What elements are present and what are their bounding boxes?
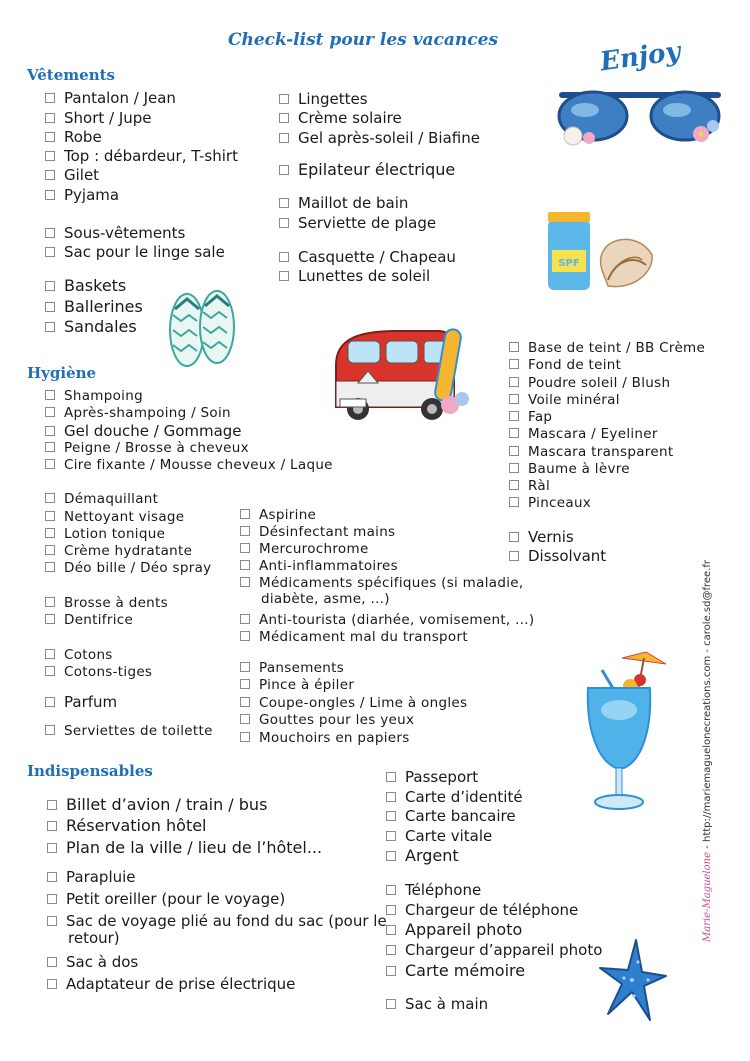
checkbox[interactable] xyxy=(509,377,519,387)
checklist-item[interactable]: Lotion tonique xyxy=(45,527,165,543)
checkbox[interactable] xyxy=(45,614,55,624)
checklist-item[interactable]: Sac de voyage plié au fond du sac (pour le retour) xyxy=(47,913,398,948)
checkbox[interactable] xyxy=(45,545,55,555)
checkbox[interactable] xyxy=(45,322,55,332)
credit-text: - http://mariemaguelonecreations.com - carole.sd@free.fr xyxy=(702,560,713,852)
checklist-item[interactable]: Base de teint / BB Crème xyxy=(509,341,705,357)
checklist-item[interactable]: Vernis xyxy=(509,529,574,546)
checklist-item[interactable]: Petit oreiller (pour le voyage) xyxy=(47,891,285,908)
checkbox[interactable] xyxy=(240,526,250,536)
checklist-item[interactable]: Carte vitale xyxy=(386,828,492,845)
checklist-item[interactable]: Gilet xyxy=(45,167,99,184)
credit-line xyxy=(702,560,713,942)
checkbox[interactable] xyxy=(47,979,57,989)
flip-flops-icon xyxy=(165,285,240,370)
checklist-item[interactable]: Epilateur électrique xyxy=(279,161,455,179)
checklist-item[interactable]: Poudre soleil / Blush xyxy=(509,376,670,392)
checklist-item[interactable]: Serviettes de toilette xyxy=(45,724,213,740)
checklist-item[interactable]: Shampoing xyxy=(45,389,143,405)
checkbox[interactable] xyxy=(45,190,55,200)
checklist-item[interactable]: Ràl xyxy=(509,479,550,495)
checklist-item[interactable]: Crème hydratante xyxy=(45,544,192,560)
checklist-item[interactable]: Dentifrice xyxy=(45,613,133,629)
checkbox[interactable] xyxy=(386,999,396,1009)
checkbox[interactable] xyxy=(279,252,289,262)
checkbox[interactable] xyxy=(45,151,55,161)
checklist-item[interactable]: Médicaments spécifiques (si maladie, diabète, asme, ...) xyxy=(240,576,561,607)
checkbox[interactable] xyxy=(386,925,396,935)
checklist-item[interactable]: Cotons xyxy=(45,648,113,664)
checkbox[interactable] xyxy=(45,302,55,312)
checklist-item[interactable]: Chargeur de téléphone xyxy=(386,902,578,919)
checkbox[interactable] xyxy=(279,218,289,228)
checklist-item[interactable]: Ballerines xyxy=(45,298,143,316)
checklist-item[interactable]: Pansements xyxy=(240,661,344,677)
checklist-item[interactable]: Passeport xyxy=(386,769,478,786)
checklist-item[interactable]: Fond de teint xyxy=(509,358,621,374)
checklist-item[interactable]: Parfum xyxy=(45,694,117,711)
checklist-item[interactable]: Plan de la ville / lieu de l’hôtel... xyxy=(47,839,322,857)
checkbox[interactable] xyxy=(45,528,55,538)
checkbox[interactable] xyxy=(45,281,55,291)
checklist-item[interactable]: Gel douche / Gommage xyxy=(45,423,242,440)
checkbox[interactable] xyxy=(45,697,55,707)
checklist-item[interactable]: Téléphone xyxy=(386,882,481,899)
van-icon xyxy=(328,325,478,425)
checklist-item[interactable]: Pince à épiler xyxy=(240,678,354,694)
checkbox[interactable] xyxy=(45,247,55,257)
checkbox[interactable] xyxy=(509,428,519,438)
checkbox[interactable] xyxy=(45,511,55,521)
sunscreen-icon xyxy=(542,210,657,295)
checkbox[interactable] xyxy=(279,133,289,143)
checkbox[interactable] xyxy=(509,480,519,490)
checklist-item[interactable]: Maillot de bain xyxy=(279,195,408,212)
checkbox[interactable] xyxy=(45,597,55,607)
checkbox[interactable] xyxy=(45,562,55,572)
checkbox[interactable] xyxy=(279,94,289,104)
checklist-item[interactable]: Pyjama xyxy=(45,187,119,204)
checkbox[interactable] xyxy=(509,446,519,456)
checkbox[interactable] xyxy=(240,509,250,519)
checklist-item[interactable]: Parapluie xyxy=(47,869,136,886)
checkbox[interactable] xyxy=(279,165,289,175)
checklist-item[interactable]: Cotons-tiges xyxy=(45,665,152,681)
checkbox[interactable] xyxy=(47,894,57,904)
checklist-item[interactable]: Pantalon / Jean xyxy=(45,90,176,107)
checkbox[interactable] xyxy=(45,459,55,469)
checklist-item[interactable]: Brosse à dents xyxy=(45,596,168,612)
checkbox[interactable] xyxy=(386,831,396,841)
checklist-item[interactable]: Billet d’avion / train / bus xyxy=(47,796,267,814)
section-heading-hygiene: Hygiène xyxy=(27,364,97,382)
starfish-icon xyxy=(598,938,668,1023)
checklist-item[interactable]: Mascara / Eyeliner xyxy=(509,427,658,443)
checklist-item[interactable]: Cire fixante / Mousse cheveux / Laque xyxy=(45,458,333,474)
checkbox[interactable] xyxy=(47,821,57,831)
checkbox[interactable] xyxy=(240,577,250,587)
checklist-item[interactable]: Voile minéral xyxy=(509,393,620,409)
sunglasses-icon xyxy=(555,78,725,153)
checklist-item[interactable]: Serviette de plage xyxy=(279,215,436,232)
checklist-item[interactable]: Carte d’identité xyxy=(386,789,523,806)
checkbox[interactable] xyxy=(240,714,250,724)
svg-text:SPF: SPF xyxy=(558,258,580,269)
checklist-item[interactable]: Baume à lèvre xyxy=(509,462,630,478)
checkbox[interactable] xyxy=(47,843,57,853)
checklist-item[interactable]: Adaptateur de prise électrique xyxy=(47,976,295,993)
checklist-item[interactable]: Sac pour le linge sale xyxy=(45,244,225,261)
enjoy-lettering: Enjoy xyxy=(598,36,683,78)
checkbox[interactable] xyxy=(509,342,519,352)
checkbox[interactable] xyxy=(279,113,289,123)
section-heading-indispensables: Indispensables xyxy=(27,762,153,780)
page-title: Check-list pour les vacances xyxy=(227,30,499,50)
checkbox[interactable] xyxy=(386,945,396,955)
checkbox[interactable] xyxy=(386,851,396,861)
checkbox[interactable] xyxy=(240,543,250,553)
checklist-item[interactable]: Anti-tourista (diarhée, vomisement, ...) xyxy=(240,613,534,629)
checklist-item[interactable]: Sac à dos xyxy=(47,954,138,971)
checkbox[interactable] xyxy=(47,800,57,810)
checkbox[interactable] xyxy=(47,872,57,882)
checklist-item[interactable]: Mouchoirs en papiers xyxy=(240,731,410,747)
checkbox[interactable] xyxy=(386,905,396,915)
checklist-item[interactable]: Médicament mal du transport xyxy=(240,630,468,646)
checklist-item[interactable]: Fap xyxy=(509,410,552,426)
checklist-item[interactable]: Mascara transparent xyxy=(509,445,673,461)
checklist-item[interactable]: Crème solaire xyxy=(279,110,402,127)
checkbox[interactable] xyxy=(45,725,55,735)
checklist-item[interactable]: Sac à main xyxy=(386,996,488,1013)
checkbox[interactable] xyxy=(386,966,396,976)
checkbox[interactable] xyxy=(386,772,396,782)
checkbox[interactable] xyxy=(509,532,519,542)
checklist-item[interactable]: Pinceaux xyxy=(509,496,591,512)
checkbox[interactable] xyxy=(509,551,519,561)
checkbox[interactable] xyxy=(45,649,55,659)
checklist-item[interactable]: Désinfectant mains xyxy=(240,525,395,541)
checklist-item[interactable]: Démaquillant xyxy=(45,492,158,508)
checkbox[interactable] xyxy=(45,228,55,238)
checklist-item[interactable]: Chargeur d’appareil photo xyxy=(386,942,602,959)
checklist-item[interactable]: Sous-vêtements xyxy=(45,225,185,242)
checkbox[interactable] xyxy=(386,811,396,821)
checklist-item[interactable]: Sandales xyxy=(45,318,137,336)
checklist-item[interactable]: Short / Jupe xyxy=(45,110,152,127)
checklist-item[interactable]: Gouttes pour les yeux xyxy=(240,713,414,729)
checkbox[interactable] xyxy=(509,463,519,473)
checklist-item[interactable]: Carte bancaire xyxy=(386,808,516,825)
checklist-item[interactable]: Aspirine xyxy=(240,508,316,524)
checkbox[interactable] xyxy=(45,113,55,123)
checklist-item[interactable]: Dissolvant xyxy=(509,548,606,565)
checkbox[interactable] xyxy=(240,679,250,689)
checkbox[interactable] xyxy=(509,497,519,507)
section-heading-vetements: Vêtements xyxy=(27,66,115,84)
checklist-item[interactable]: Top : débardeur, T-shirt xyxy=(45,148,238,165)
signature: Marie-Maguelone xyxy=(702,851,713,942)
checkbox[interactable] xyxy=(386,792,396,802)
checklist-item[interactable]: Réservation hôtel xyxy=(47,817,207,835)
checkbox[interactable] xyxy=(45,390,55,400)
checkbox[interactable] xyxy=(45,666,55,676)
checkbox[interactable] xyxy=(45,493,55,503)
checkbox[interactable] xyxy=(386,885,396,895)
checklist-item[interactable]: Casquette / Chapeau xyxy=(279,249,456,266)
checkbox[interactable] xyxy=(240,662,250,672)
checkbox[interactable] xyxy=(509,411,519,421)
checklist-item[interactable]: Gel après-soleil / Biafine xyxy=(279,130,480,147)
checklist-item[interactable]: Argent xyxy=(386,847,459,865)
checkbox[interactable] xyxy=(240,697,250,707)
checkbox[interactable] xyxy=(45,442,55,452)
checklist-item[interactable]: Après-shampoing / Soin xyxy=(45,406,231,422)
checklist-item[interactable]: Lunettes de soleil xyxy=(279,268,430,285)
checklist-item[interactable]: Lingettes xyxy=(279,91,368,108)
checkbox[interactable] xyxy=(45,132,55,142)
checklist-item[interactable]: Nettoyant visage xyxy=(45,510,184,526)
checkbox[interactable] xyxy=(47,957,57,967)
checkbox[interactable] xyxy=(47,916,57,926)
checkbox[interactable] xyxy=(45,407,55,417)
checklist-item[interactable]: Mercurochrome xyxy=(240,542,369,558)
checklist-item[interactable]: Peigne / Brosse à cheveux xyxy=(45,441,249,457)
checkbox[interactable] xyxy=(509,394,519,404)
checklist-item[interactable]: Carte mémoire xyxy=(386,962,525,980)
checkbox[interactable] xyxy=(240,614,250,624)
checklist-item[interactable]: Coupe-ongles / Lime à ongles xyxy=(240,696,467,712)
cocktail-icon xyxy=(580,650,670,820)
checkbox[interactable] xyxy=(45,170,55,180)
checkbox[interactable] xyxy=(45,426,55,436)
checklist-item[interactable]: Anti-inflammatoires xyxy=(240,559,398,575)
checklist-item[interactable]: Baskets xyxy=(45,277,126,295)
checkbox[interactable] xyxy=(240,732,250,742)
checklist-item[interactable]: Robe xyxy=(45,129,102,146)
checklist-item[interactable]: Déo bille / Déo spray xyxy=(45,561,211,577)
checkbox[interactable] xyxy=(509,359,519,369)
checkbox[interactable] xyxy=(279,271,289,281)
checkbox[interactable] xyxy=(240,631,250,641)
checkbox[interactable] xyxy=(45,93,55,103)
checkbox[interactable] xyxy=(279,198,289,208)
checklist-item[interactable]: Appareil photo xyxy=(386,921,522,939)
checkbox[interactable] xyxy=(240,560,250,570)
